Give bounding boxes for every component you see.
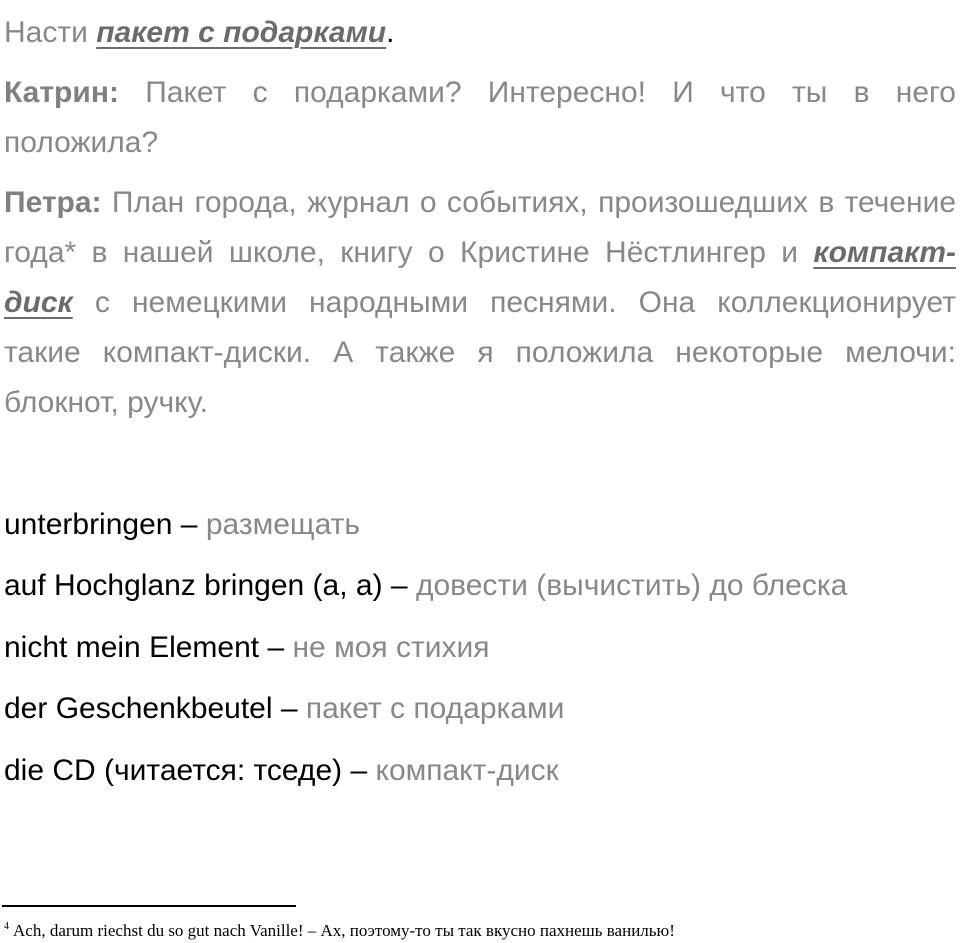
- speaker-katrin: Катрин:: [4, 76, 119, 109]
- vocab-item: [4, 505, 360, 545]
- petra-text-1: План города, журнал о событиях, произошедших в течение года* в нашей школе, книгу о Кристине Нёстлингер и: [4, 186, 957, 269]
- vocab-russian: довести (вычистить) до блеска: [415, 569, 848, 602]
- vocab-item: [4, 628, 489, 668]
- paragraph-katrin: [4, 68, 956, 168]
- vocab-russian: размещать: [205, 508, 361, 541]
- vocab-russian: пакет с подарками: [305, 692, 565, 725]
- paragraph-petra: [4, 178, 956, 428]
- katrin-text: Пакет с подарками? Интересно! И что ты в него положила?: [4, 76, 956, 159]
- vocab-russian: компакт-диск: [375, 754, 559, 787]
- vocab-german: auf Hochglanz bringen (a, a) –: [4, 569, 408, 602]
- vocab-item: [4, 566, 847, 606]
- speaker-petra: Петра:: [4, 186, 102, 219]
- petra-text-2: с немецкими народными песнями. Она коллекционирует такие компакт-диски. А также я положила некоторые мелочи: блокнот, ручку.: [4, 286, 956, 419]
- vocab-german: unterbringen –: [4, 508, 198, 541]
- footnote: [4, 916, 675, 942]
- footnote-text: Ach, darum riechst du so gut nach Vanille! – Ах, поэтому-то ты так вкусно пахнешь ванилью!: [13, 921, 675, 940]
- vocab-item: [4, 689, 564, 729]
- vocab-german: die CD (читается: тседе) –: [4, 754, 368, 787]
- footnote-number: 4: [4, 921, 9, 932]
- vocab-german: nicht mein Element –: [4, 631, 285, 664]
- term-cd: компакт-диск: [4, 236, 956, 319]
- vocab-russian: не моя стихия: [292, 631, 490, 664]
- vocab-item: [4, 751, 559, 791]
- vocab-german: der Geschenkbeutel –: [4, 692, 298, 725]
- term-gift-bag: пакет с подарками: [96, 16, 387, 49]
- line-suffix: .: [386, 16, 395, 49]
- footnote-divider: [2, 905, 296, 907]
- line-nasti: [4, 8, 956, 58]
- line-prefix: Насти: [4, 16, 88, 49]
